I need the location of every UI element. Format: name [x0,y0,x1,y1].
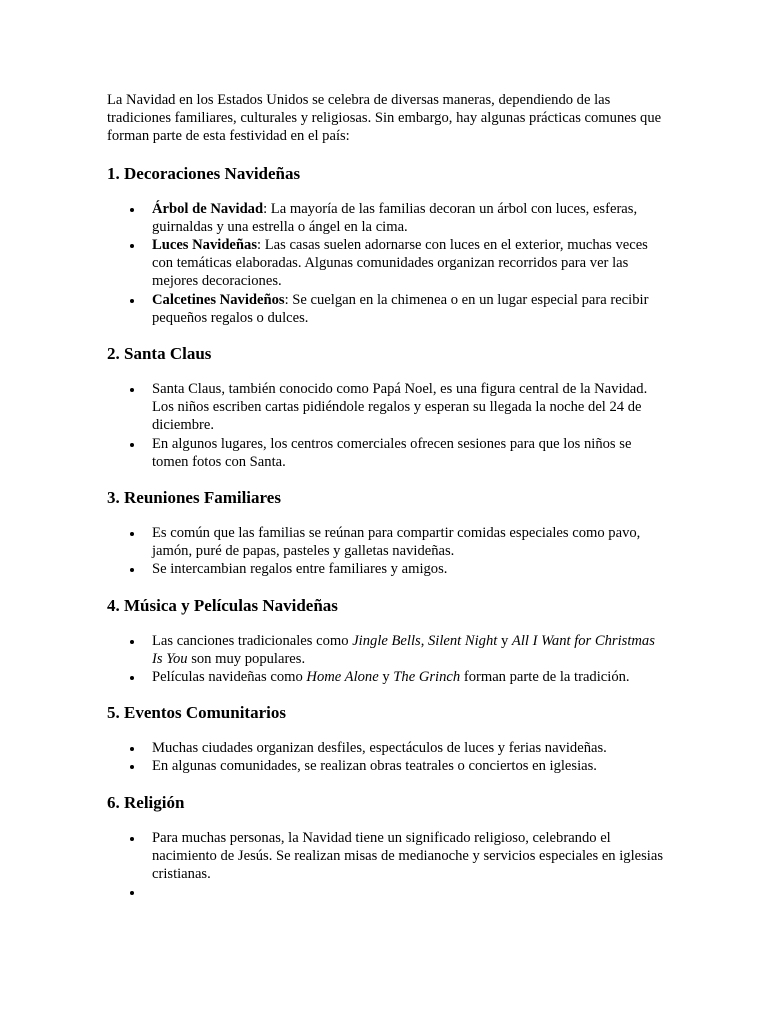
list-item [152,739,667,757]
list-item [152,829,667,884]
list-item [152,883,667,901]
list-item [152,291,667,327]
item-title: All I Want for Christmas Is You [152,632,655,667]
section-heading: 5. Eventos Comunitarios [107,703,286,723]
item-text: son muy populares. [187,650,306,667]
item-title: Silent Night [427,632,498,649]
section-heading: 4. Música y Películas Navideñas [107,595,338,615]
item-text: En algunas comunidades, se realizan obras teatrales o conciertos en iglesias. [152,758,597,775]
bullet-list [107,524,667,579]
sections-container [107,163,667,902]
item-term: Árbol de Navidad [152,200,264,217]
item-text: : Las casas suelen adornarse con luces en el exterior, muchas veces con temáticas elaboradas. Algunas comunidades organizan recorridos para ver las mejores decoraciones. [152,237,648,290]
item-text: Es común que las familias se reúnan para compartir comidas especiales como pavo, jamón, puré de papas, pasteles y galletas navideñas. [152,525,641,560]
list-item [152,560,667,578]
item-title: The Grinch [393,669,461,686]
item-title: Home Alone [306,669,379,686]
list-item [152,632,667,668]
list-item [152,236,667,291]
item-text: Santa Claus, también conocido como Papá Noel, es una figura central de la Navidad. Los niños escriben cartas pidiéndole regalos y esperan su llegada la noche del 24 de diciembre. [152,381,648,434]
item-title: Jingle Bells [352,632,421,649]
item-text: Se intercambian regalos entre familiares y amigos. [152,561,448,578]
document-body [107,91,667,917]
item-text: , [420,632,428,649]
item-text: : Se cuelgan en la chimenea o en un lugar especial para recibir pequeños regalos o dulces. [152,291,649,326]
list-item [152,200,667,236]
list-item [152,435,667,471]
list-item [152,757,667,775]
list-item [152,380,667,435]
item-text: : La mayoría de las familias decoran un árbol con luces, esferas, guirnaldas y una estrella o ángel en la cima. [152,200,638,235]
item-text: Películas navideñas como [152,669,307,686]
section-heading: 2. Santa Claus [107,344,212,364]
section-heading: 3. Reuniones Familiares [107,488,281,508]
bullet-list [107,380,667,471]
item-text: Las canciones tradicionales como [152,632,353,649]
bullet-list [107,632,667,687]
item-text: En algunos lugares, los centros comerciales ofrecen sesiones para que los niños se tomen fotos con Santa. [152,435,632,470]
bullet-list [107,829,667,902]
section-heading: 1. Decoraciones Navideñas [107,163,301,183]
intro-paragraph: La Navidad en los Estados Unidos se celebra de diversas maneras, dependiendo de las tradiciones familiares, culturales y religiosas. Sin embargo, hay algunas prácticas comunes que forman parte de esta festividad en el país: [107,92,662,145]
item-text: y [378,669,394,686]
list-item [152,524,667,560]
bullet-list [107,739,667,775]
item-text: Para muchas personas, la Navidad tiene un significado religioso, celebrando el nacimiento de Jesús. Se realizan misas de medianoche y servicios especiales en iglesias cristianas. [152,829,664,883]
item-term: Luces Navideñas [152,237,258,254]
list-item [152,668,667,686]
bullet-list [107,200,667,327]
item-term: Calcetines Navideños [152,291,285,308]
item-text: y [497,632,512,649]
section-heading: 6. Religión [107,792,185,812]
item-text: forman parte de la tradición. [460,669,630,686]
item-text: Muchas ciudades organizan desfiles, espectáculos de luces y ferias navideñas. [152,740,607,757]
